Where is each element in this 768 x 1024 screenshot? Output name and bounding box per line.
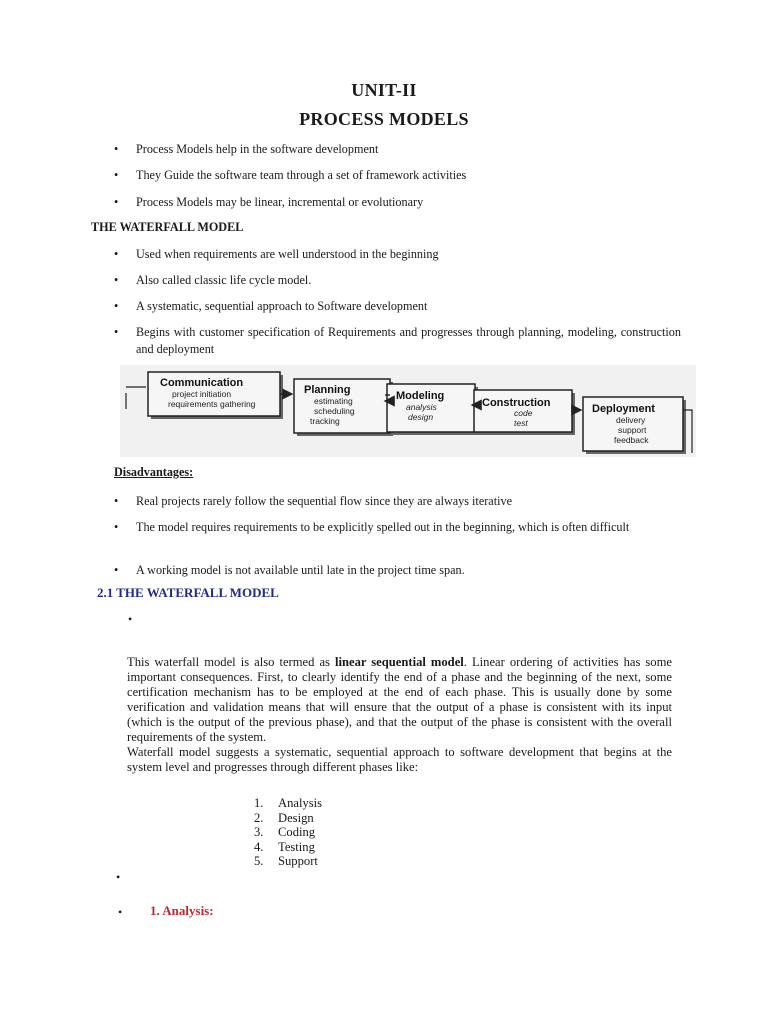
list-item: • Real projects rarely follow the sequential flow since they are always iterative [114, 494, 512, 508]
list-item: • Also called classic life cycle model. [114, 273, 312, 287]
bullet-icon: • [114, 247, 119, 261]
list-item: • Begins with customer specification of Requirements and progresses through planning, modeling, construction and deployment [114, 325, 681, 356]
diagram-box-line: estimating [314, 396, 353, 406]
connector-line [126, 387, 146, 409]
diagram-box-line: code [514, 408, 533, 418]
page-title: PROCESS MODELS [299, 109, 469, 129]
diagram-box-title: Communication [160, 377, 244, 389]
waterfall-heading: THE WATERFALL MODEL [91, 220, 244, 234]
waterfall-diagram-svg [120, 365, 696, 457]
disadvantages-heading: Disadvantages: [114, 465, 194, 479]
list-item: 2. Design [254, 810, 314, 825]
section-heading: 2.1 THE WATERFALL MODEL [97, 585, 279, 600]
list-item: 4. Testing [254, 839, 315, 854]
bullet-icon: • [114, 325, 119, 339]
bullet-icon: • [114, 168, 119, 182]
diagram-box-line: analysis [406, 402, 437, 412]
bullet-icon: • [114, 195, 119, 209]
diagram-box-line: scheduling [314, 406, 355, 416]
diagram-box-title: Deployment [592, 403, 655, 415]
phase-list [254, 796, 322, 869]
diagram-box-line: project initiation [172, 389, 232, 399]
bullet-icon: • [114, 563, 119, 577]
unit-title: UNIT-II [351, 80, 417, 100]
bullet-icon: • [114, 494, 119, 508]
list-item: 5. Support [254, 854, 318, 869]
bullet-icon: • [116, 870, 121, 884]
diagram-box-line: requirements gathering [168, 399, 256, 409]
bullet-icon: • [114, 142, 119, 156]
list-item: • They Guide the software team through a set of framework activities [114, 168, 467, 182]
diagram-box-line: tracking [310, 416, 340, 426]
body-paragraph: This waterfall model is also termed as linear sequential model. Linear ordering of activities has some important consequences. First, to clearly identify the end of a phase and the beginning of the next, some certification mechanism has to be employed at the end of each phase. This is usually done by some verification and validation means that will ensure that the output of a phase is consistent with its input (which is the output of the previous phase), and that the output of the phase is consistent with the overall requirements of the system. Waterfall model suggests a systematic, sequential approach to software development that begins at the system level and progresses through different phases like: [127, 655, 672, 774]
diagram-box-title: Modeling [396, 390, 445, 402]
list-item: • Process Models help in the software development [114, 142, 379, 156]
list-item: • A working model is not available until late in the project time span. [114, 563, 465, 577]
diagram-box-line: delivery [616, 415, 646, 425]
bullet-icon: • [114, 520, 119, 534]
diagram-box-line: test [514, 418, 528, 428]
bullet-icon: • [128, 612, 133, 626]
list-item: • Process Models may be linear, incremental or evolutionary [114, 195, 424, 209]
diagram-box-title: Construction [482, 397, 551, 409]
diagram-box-line: support [618, 425, 647, 435]
list-item: • A systematic, sequential approach to Software development [114, 299, 428, 313]
waterfall-diagram [120, 365, 696, 457]
bullet-icon: • [118, 905, 123, 919]
bullet-icon: • [114, 299, 119, 313]
bullet-icon: • [114, 273, 119, 287]
diagram-box-line: design [408, 412, 434, 422]
list-item: • Used when requirements are well understood in the beginning [114, 247, 439, 261]
diagram-box-title: Planning [304, 384, 351, 396]
list-item: 1. Analysis [254, 796, 323, 810]
list-item: • The model requires requirements to be explicitly spelled out in the beginning, which is often difficult [114, 520, 630, 534]
list-item: 3. Coding [254, 825, 316, 840]
diagram-box-line: feedback [614, 435, 649, 445]
analysis-heading: 1. Analysis: [150, 903, 214, 918]
